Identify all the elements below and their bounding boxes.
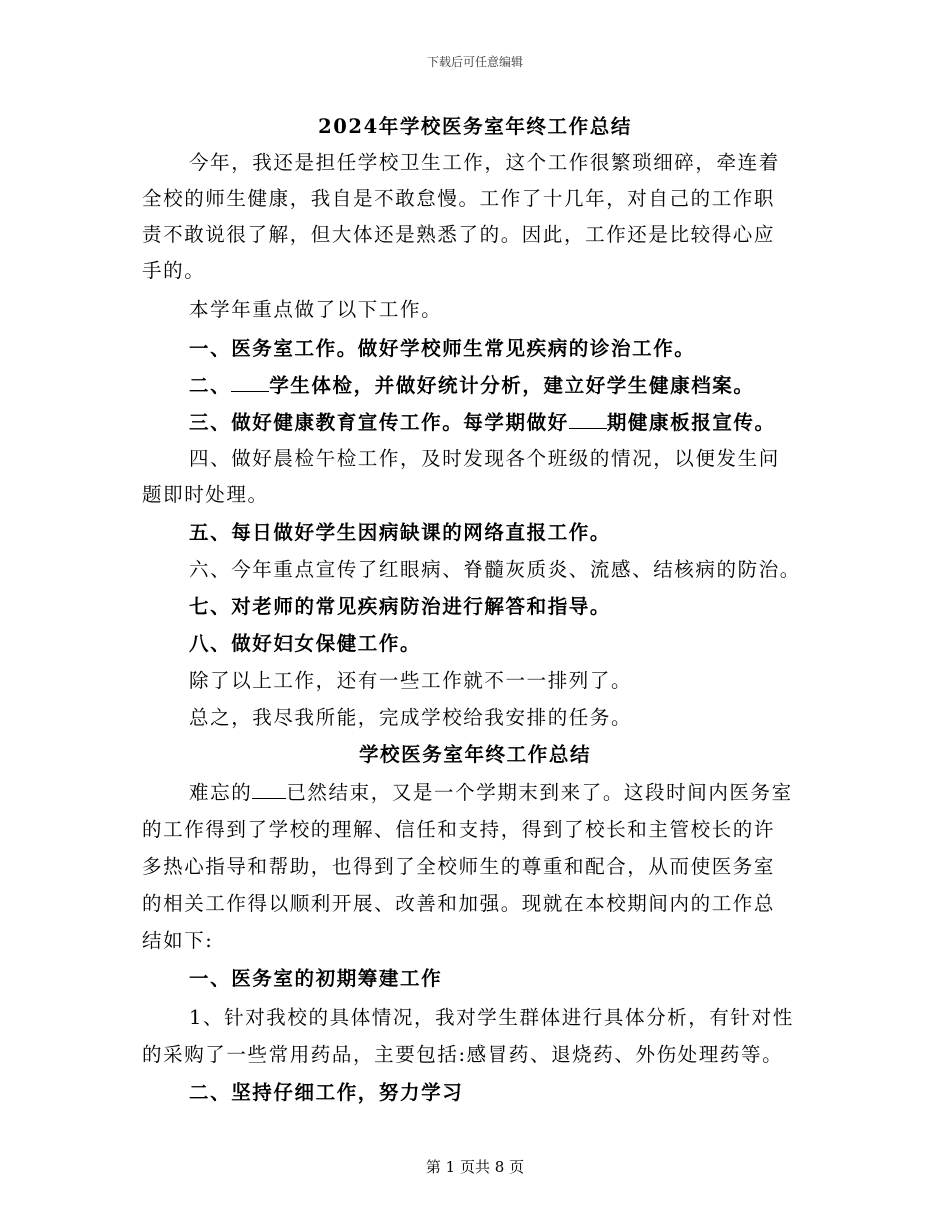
fill-blank [231,373,269,392]
paragraph-line: 的相关工作得以顺利开展、改善和加强。现就在本校期间内的工作总 [142,892,776,915]
section-heading: 一、医务室的初期筹建工作 [189,967,443,990]
paragraph-line: 责不敢说很了解，但大体还是熟悉了的。因此，工作还是比较得心应 [142,223,776,246]
paragraph-text: 难忘的 [189,781,253,804]
paragraph-line: 全校的师生健康，我自是不敢怠慢。工作了十几年，对自己的工作职 [142,187,776,210]
list-item-text: 三、做好健康教育宣传工作。每学期做好 [189,411,569,434]
paragraph-line: 1、针对我校的具体情况，我对学生群体进行具体分析，有针对性 [189,1006,794,1029]
page-header-note: 下载后可任意编辑 [426,55,523,69]
paragraph-line: 题即时处理。 [142,483,269,506]
list-item: 五、每日做好学生因病缺课的网络直报工作。 [189,521,612,544]
paragraph-line [189,780,793,806]
list-item [189,410,776,436]
list-item [189,373,755,399]
page-number-footer: 第 1 页共 8 页 [425,1158,525,1176]
paragraph-line: 今年，我还是担任学校卫生工作，这个工作很繁琐细碎，牵连着 [189,151,780,174]
list-item: 八、做好妇女保健工作。 [189,632,422,655]
list-item: 七、对老师的常见疾病防治进行解答和指导。 [189,595,612,618]
paragraph-line: 的采购了一些常用药品，主要包括:感冒药、退烧药、外伤处理药等。 [142,1043,784,1066]
document-title: 2024年学校医务室年终工作总结 [318,115,632,138]
paragraph-line: 的工作得到了学校的理解、信任和支持，得到了校长和主管校长的许 [142,818,776,841]
list-item-text: 二、 [189,374,232,397]
list-item: 六、今年重点宣传了红眼病、脊髓灰质炎、流感、结核病的防治。 [189,558,801,581]
section-heading: 二、坚持仔细工作，努力学习 [189,1081,464,1104]
list-item: 一、医务室工作。做好学校师生常见疾病的诊治工作。 [189,337,696,360]
list-item-text: 学生体检，并做好统计分析，建立好学生健康档案。 [269,374,755,397]
fill-blank [252,780,286,799]
paragraph-line: 多热心指导和帮助，也得到了全校师生的尊重和配合，从而使医务室 [142,855,776,878]
section-title: 学校医务室年终工作总结 [358,743,592,766]
paragraph-line: 结如下: [142,929,214,952]
paragraph-line: 本学年重点做了以下工作。 [189,298,443,321]
paragraph-line: 手的。 [142,259,206,282]
list-item: 四、做好晨检午检工作，及时发现各个班级的情况，以便发生问 [189,447,780,470]
fill-blank [569,410,607,429]
paragraph-text: 已然结束，又是一个学期末到来了。这段时间内医务室 [286,781,793,804]
list-item-text: 期健康板报宣传。 [606,411,776,434]
paragraph-line: 除了以上工作，还有一些工作就不一一排列了。 [189,669,633,692]
paragraph-line: 总之，我尽我所能，完成学校给我安排的任务。 [189,706,633,729]
